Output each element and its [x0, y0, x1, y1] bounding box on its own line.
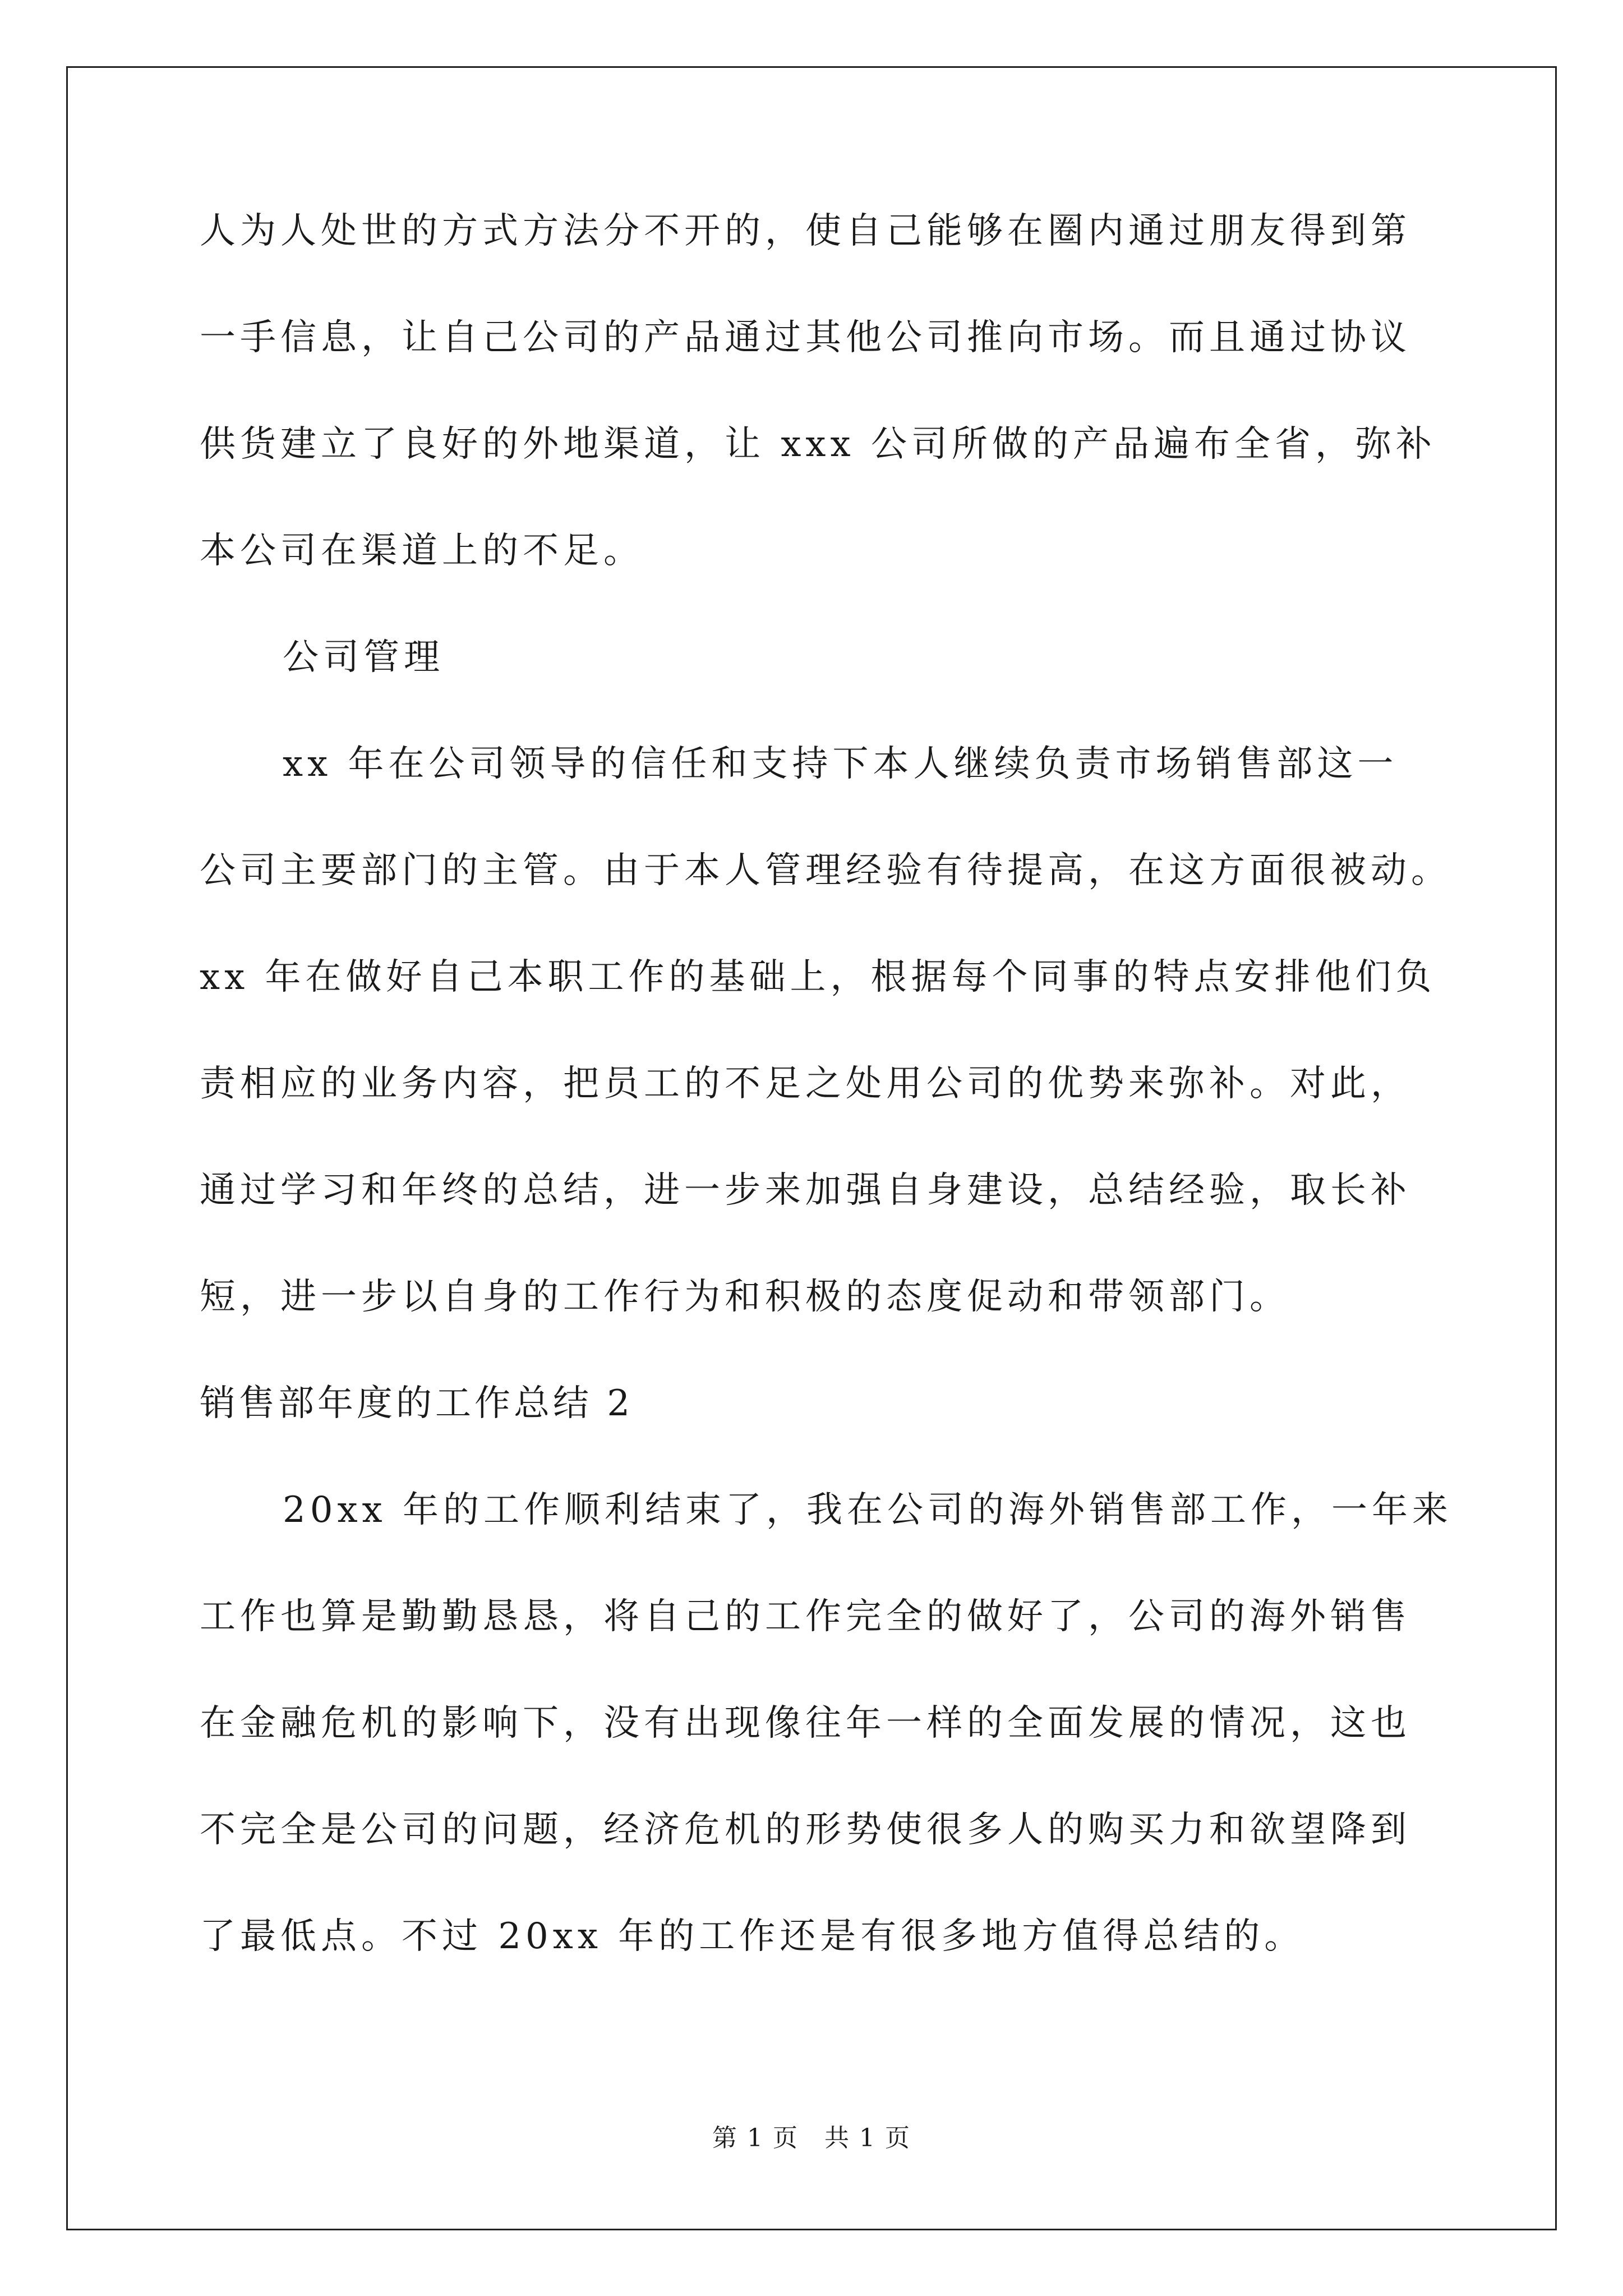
paragraph-line: 了最低点。不过 20xx 年的工作还是有很多地方值得总结的。 [200, 1916, 1305, 1957]
paragraph-line: 不完全是公司的问题，经济危机的形势使很多人的购买力和欲望降到 [200, 1809, 1411, 1851]
paragraph-line: xx 年在做好自己本职工作的基础上，根据每个同事的特点安排他们负 [200, 956, 1436, 998]
paragraph-line: 20xx 年的工作顺利结束了，我在公司的海外销售部工作，一年来 [283, 1489, 1453, 1531]
paragraph-line: 供货建立了良好的外地渠道，让 xxx 公司所做的产品遍布全省，弥补 [200, 424, 1436, 465]
paragraph-line: 工作也算是勤勤恳恳，将自己的工作完全的做好了，公司的海外销售 [200, 1596, 1411, 1637]
paragraph-line: 公司主要部门的主管。由于本人管理经验有待提高，在这方面很被动。 [200, 850, 1451, 891]
section-heading: 公司管理 [283, 637, 444, 678]
paragraph-line: 责相应的业务内容，把员工的不足之处用公司的优势来弥补。对此， [200, 1063, 1411, 1105]
document-title: 销售部年度的工作总结 2 [200, 1383, 634, 1424]
paragraph-line: 本公司在渠道上的不足。 [200, 530, 644, 572]
paragraph-line: 短，进一步以自身的工作行为和积极的态度促动和带领部门。 [200, 1276, 1290, 1318]
paragraph-line: 在金融危机的影响下，没有出现像往年一样的全面发展的情况，这也 [200, 1703, 1411, 1744]
document-body [200, 210, 1453, 2025]
page-footer: 第 1 页 共 1 页 [712, 2124, 911, 2152]
paragraph-line: xx 年在公司领导的信任和支持下本人继续负责市场销售部这一 [283, 743, 1398, 785]
paragraph-line: 人为人处世的方式方法分不开的，使自己能够在圈内通过朋友得到第 [200, 210, 1411, 252]
paragraph-line: 一手信息，让自己公司的产品通过其他公司推向市场。而且通过协议 [200, 317, 1411, 358]
paragraph-line: 通过学习和年终的总结，进一步来加强自身建设，总结经验，取长补 [200, 1170, 1411, 1211]
